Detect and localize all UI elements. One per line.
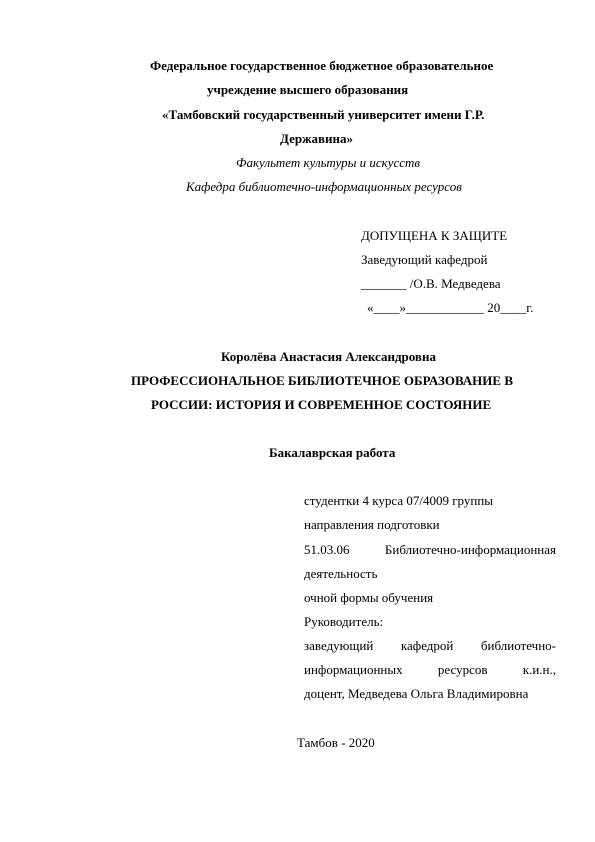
supervisor-word-1: заведующий — [304, 638, 374, 653]
student-info-line-5: очной формы обучения — [304, 590, 434, 605]
work-type: Бакалаврская работа — [269, 445, 396, 460]
header-line-2: учреждение высшего образования — [207, 82, 409, 97]
thesis-title-line-2: РОССИИ: ИСТОРИЯ И СОВРЕМЕННОЕ СОСТОЯНИЕ — [151, 397, 492, 412]
student-info-line-3 — [304, 542, 556, 557]
university-name-line-2: Державина» — [280, 131, 354, 146]
header-line-1: Федеральное государственное бюджетное образовательное — [150, 58, 494, 73]
approval-date: «____»____________ 20____г. — [367, 300, 534, 315]
faculty-name: Факультет культуры и искусств — [236, 155, 421, 170]
program-code: 51.03.06 — [304, 542, 350, 557]
program-name: Библиотечно-информационная — [384, 542, 556, 557]
approval-role: Заведующий кафедрой — [361, 252, 488, 267]
supervisor-word-2: кафедрой — [400, 638, 454, 653]
approval-signature: _______ /О.В. Медведева — [361, 276, 501, 291]
supervisor-word-5: ресурсов — [437, 662, 488, 677]
supervisor-word-6: к.и.н., — [522, 662, 556, 677]
university-name-line-1: «Тамбовский государственный университет имени Г.Р. — [162, 107, 485, 122]
approval-title: ДОПУЩЕНА К ЗАЩИТЕ — [361, 228, 508, 243]
supervisor-line-1 — [304, 638, 556, 653]
supervisor-line-3: доцент, Медведева Ольга Владимировна — [304, 686, 529, 701]
student-info-line-4: деятельность — [304, 566, 378, 581]
student-info-line-2: направления подготовки — [304, 517, 440, 532]
supervisor-label: Руководитель: — [304, 614, 384, 629]
supervisor-word-4: информационных — [304, 662, 403, 677]
thesis-title-line-1: ПРОФЕССИОНАЛЬНОЕ БИБЛИОТЕЧНОЕ ОБРАЗОВАНИЕ В — [131, 373, 514, 388]
department-name: Кафедра библиотечно-информационных ресурсов — [186, 179, 462, 194]
student-info-line-1: студентки 4 курса 07/4009 группы — [304, 493, 494, 508]
supervisor-word-3: библиотечно- — [480, 638, 556, 653]
author-name: Королёва Анастасия Александровна — [221, 349, 436, 364]
city-year: Тамбов - 2020 — [297, 735, 375, 750]
supervisor-line-2 — [304, 662, 556, 677]
